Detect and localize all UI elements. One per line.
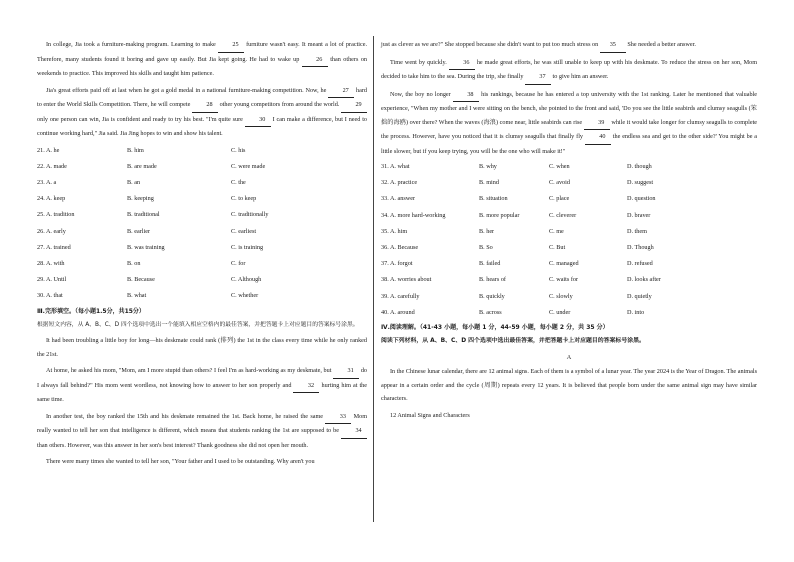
passage-paragraph: In another test, the boy ranked the 15th and his deskmate remained the 1st. Back home, he raised the same 33 Mom really wanted to tell her son that intelligence is different, which means that students ranking the 1st are supposed to be 34 than others. However, was this answer in her son's best interest? Thank goodness she did not open her mouth. xyxy=(37,410,367,453)
option[interactable]: 37. A. forgot xyxy=(381,260,413,268)
option[interactable]: D. refused xyxy=(627,260,653,268)
option[interactable]: B. So xyxy=(479,244,493,252)
blank-35[interactable]: 35 xyxy=(600,38,626,53)
option[interactable]: 21. A. he xyxy=(37,146,60,154)
option[interactable]: B. why xyxy=(479,163,497,170)
blank-37[interactable]: 37 xyxy=(525,70,551,85)
section-3-heading: Ⅲ.完形填空。（每小题1.5分，共15分） xyxy=(37,307,145,315)
option[interactable]: D. though xyxy=(627,163,652,170)
passage-paragraph: Jia's great efforts paid off at last when he got a gold medal in a national furniture-making competition. Now, he 27 hard to enter the World Skills Competition. There, he will compete 28 other young competitors from around the world. 29 only one person can win, Jia is confident and ready to try his best. "I'm quite sure 30 I can make a difference, but I need to continue working hard," Jia said. Jia Jing hopes to win and show his talent. xyxy=(37,84,367,141)
right-column xyxy=(381,38,757,422)
option[interactable]: 33. A. answer xyxy=(381,195,416,203)
option[interactable]: D. question xyxy=(627,195,656,203)
table-title: 12 Animal Signs and Characters xyxy=(390,411,470,419)
option[interactable]: C. avoid xyxy=(549,179,570,187)
option[interactable]: C. Although xyxy=(231,276,262,284)
option[interactable]: C. But xyxy=(549,244,566,252)
passage-paragraph: There were many times she wanted to tell her son, "Your father and I used to be outstanding. Why aren't you xyxy=(46,458,315,466)
option[interactable]: B. what xyxy=(127,292,147,300)
option[interactable]: D. them xyxy=(627,227,647,235)
passage-paragraph: Time went by quickly. 36 he made great efforts, he was still unable to keep up with his deskmate. To reduce the stress on her son, Mom decided to take him to the sea. During the trip, she finally 37 to give him an answer. xyxy=(381,56,757,85)
passage-paragraph: In the Chinese lunar calendar, there are 12 animal signs. Each of them is a symbol of a lunar year. The year 2024 is the Year of Dragon. The animals appear in a certain order and the cycle (周期) repeats every 12 years. It is believed that people born under the same animal sign may have similar characters. xyxy=(381,368,757,403)
section-4-instructions: 阅读下列材料，从 A、B、C、D 四个选项中选出最佳答案，并把答题卡上对应题目的答案标号涂黑。 xyxy=(381,338,645,345)
blank-39[interactable]: 39 xyxy=(584,116,610,131)
blank-33[interactable]: 33 xyxy=(325,410,351,425)
blank-26[interactable]: 26 xyxy=(302,53,328,68)
option[interactable]: 38. A. worries about xyxy=(381,276,432,284)
option[interactable]: D. into xyxy=(627,308,645,316)
option[interactable]: 32. A. practice xyxy=(381,179,418,187)
section-4-heading: Ⅳ.阅读理解。（41-43 小题，每小题 1 分，44-59 小题，每小题 2 分，共 35 分） xyxy=(381,324,609,332)
section-3-instructions: 根据短文内容，从 A、B、C、D 四个选项中选出一个能填入相应空格内的最佳答案，并把答题卡上对应题目的答案标号涂黑。 xyxy=(37,321,359,328)
option[interactable]: C. managed xyxy=(549,260,579,268)
blank-25[interactable]: 25 xyxy=(218,38,244,53)
option[interactable]: C. his xyxy=(231,146,246,154)
option[interactable]: B. more popular xyxy=(479,211,520,219)
options-21-30 xyxy=(37,143,367,305)
option[interactable]: C. were made xyxy=(231,162,266,170)
passage-paragraph: It had been troubling a little boy for long—his deskmate could rank (排列) the 1st in the class every time while he only ranked the 21st. xyxy=(37,337,367,358)
option[interactable]: B. traditional xyxy=(127,211,160,219)
option[interactable]: 30. A. that xyxy=(37,292,63,300)
option[interactable]: 35. A. him xyxy=(381,227,408,235)
option[interactable]: C. place xyxy=(549,195,570,203)
option[interactable]: B. failed xyxy=(479,260,501,268)
option[interactable]: B. quickly xyxy=(479,292,505,300)
passage-letter: A xyxy=(566,354,572,362)
option[interactable]: D. braver xyxy=(627,211,651,219)
passage-paragraph: In college, Jia took a furniture-making program. Learning to make 25 furniture wasn't easy. It meant a lot of practice. Therefore, many students found it boring and gave up easily. But Jia kept going. He had to wake up 26 than others on weekends to practice. This improved his skills and taught him patience. xyxy=(37,38,367,81)
blank-34[interactable]: 34 xyxy=(341,424,367,439)
left-column xyxy=(37,38,367,469)
blank-31[interactable]: 31 xyxy=(333,364,359,379)
option[interactable]: C. waits for xyxy=(549,276,579,284)
option[interactable]: C. to keep xyxy=(231,195,257,203)
option[interactable]: 25. A. tradition xyxy=(37,211,75,219)
option[interactable]: 39. A. carefully xyxy=(381,292,420,300)
option[interactable]: B. earlier xyxy=(127,227,151,235)
option[interactable]: B. are made xyxy=(127,162,157,170)
option[interactable]: B. situation xyxy=(479,195,508,203)
blank-36[interactable]: 36 xyxy=(449,56,475,71)
option[interactable]: 24. A. keep xyxy=(37,195,66,203)
option[interactable]: D. Though xyxy=(627,244,654,252)
option[interactable]: 29. A. Until xyxy=(37,276,67,284)
passage-paragraph: just as clever as we are?" She stopped because she didn't want to put too much stress on 35 She needed a better answer. xyxy=(381,38,757,53)
option[interactable]: 40. A. around xyxy=(381,308,415,316)
blank-38[interactable]: 38 xyxy=(453,88,479,103)
passage-paragraph: At home, he asked his mom, "Mom, am I more stupid than others? I feel I'm as hard-working as my deskmate, but 31 do I always fall behind?" His mom went wordless, not knowing how to answer to her son properly and 32 hurting him at the same time. xyxy=(37,364,367,407)
option[interactable]: B. her xyxy=(479,227,495,235)
option[interactable]: 28. A. with xyxy=(37,259,65,267)
option[interactable]: B. hears of xyxy=(479,276,506,284)
blank-28[interactable]: 28 xyxy=(192,98,218,113)
option[interactable]: B. on xyxy=(127,259,141,267)
option[interactable]: C. for xyxy=(231,259,246,267)
option[interactable]: 26. A. early xyxy=(37,227,66,235)
option[interactable]: 31. A. what xyxy=(381,163,410,170)
option[interactable]: C. traditionally xyxy=(231,211,269,219)
option[interactable]: C. me xyxy=(549,227,564,235)
option[interactable]: 34. A. more hard-working xyxy=(381,211,446,219)
option[interactable]: C. under xyxy=(549,308,571,316)
option[interactable]: C. earliest xyxy=(231,227,257,235)
option[interactable]: 23. A. a xyxy=(37,178,57,186)
blank-32[interactable]: 32 xyxy=(293,379,319,394)
option[interactable]: 27. A. trained xyxy=(37,243,71,251)
passage-paragraph: Now, the boy no longer 38 his rankings, because he has entered a top university with the 1st ranking. Later he mentioned that valuable experience, "When my mother and I were sitting on the bench, she pointed to the front and said, 'Do you see the little seabirds and clumsy seagulls (笨拙的海鸥) over there? When the waves (海浪) come near, little seabirds can rise 39 while it would take longer for clumsy seagulls to complete the process. However, have you noticed that it is clumsy seagulls that finally fly 40 the endless sea and get to the other side?' You might be a little slower, but if you keep trying, you will be the one who will make it!" xyxy=(381,88,757,159)
option[interactable]: C. slowly xyxy=(549,292,573,300)
option[interactable]: C. whether xyxy=(231,292,259,300)
blank-30[interactable]: 30 xyxy=(245,113,271,128)
option[interactable]: C. the xyxy=(231,178,246,186)
blank-40[interactable]: 40 xyxy=(585,130,611,145)
option[interactable]: B. Because xyxy=(127,276,155,284)
options-31-40 xyxy=(381,159,757,321)
option[interactable]: B. across xyxy=(479,308,502,316)
column-divider xyxy=(373,36,374,522)
option[interactable]: B. was training xyxy=(127,243,165,251)
option[interactable]: D. suggest xyxy=(627,179,654,187)
blank-27[interactable]: 27 xyxy=(328,84,354,99)
option[interactable]: 22. A. made xyxy=(37,162,67,170)
option[interactable]: C. when xyxy=(549,163,570,170)
option[interactable]: D. looks after xyxy=(627,276,661,284)
option[interactable]: C. cleverer xyxy=(549,211,577,219)
option[interactable]: 36. A. Because xyxy=(381,244,419,252)
option[interactable]: B. keeping xyxy=(127,195,154,203)
option[interactable]: B. him xyxy=(127,146,144,154)
option[interactable]: B. mind xyxy=(479,179,499,187)
option[interactable]: C. is training xyxy=(231,243,264,251)
blank-29[interactable]: 29 xyxy=(341,98,367,113)
option[interactable]: B. an xyxy=(127,178,141,186)
option[interactable]: D. quietly xyxy=(627,292,652,300)
